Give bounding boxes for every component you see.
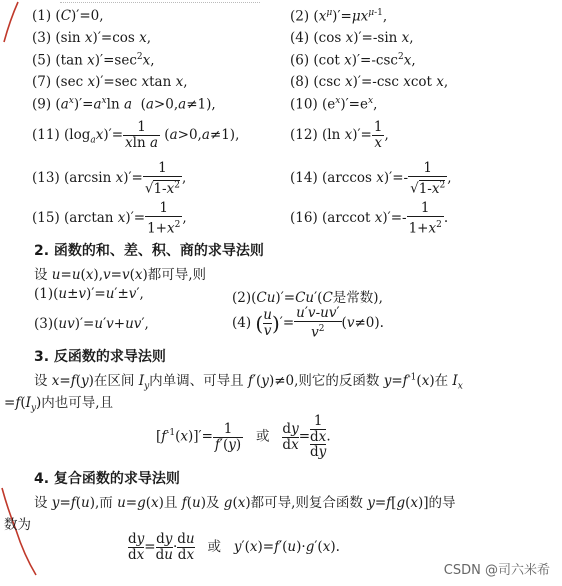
- formula-16: (16) (arccot x)′=- $\frac{1}{1+x^2}$ .: [290, 200, 449, 237]
- section4-line1: 设 y=f(u),而 u=g(x)且 f(u)及 g(x)都可导,则复合函数 y=f[g(x)]的导: [34, 495, 456, 511]
- formula-6: (6) (cot $x)'=-\csc^2x$,: [290, 52, 416, 69]
- rule-4: (4) ( $\frac{u}{v}$ )′= $\frac{u'v-uv'}{v^2}$ (v≠0).: [232, 305, 384, 341]
- formula-4: (4) (cos x)′=-sin x,: [290, 30, 414, 46]
- formula-3: (3) (sin x)′=cos x,: [32, 30, 152, 46]
- section2-intro: 设 u=u(x),v=v(x)都可导,则: [34, 267, 207, 283]
- section4-formula: $\frac{dy}{dx}$ = $\frac{dy}{du}$ · $\frac{du}{dx}$ 或 y′(x)=f′(u)·g′(x).: [128, 531, 340, 563]
- section3-line2: $=f(I_y)$内也可导,且: [4, 395, 114, 414]
- formula-11: (11) $(\log_ax)'=$ $\frac{1}{\text{xln a}}$ (a>0,a≠1),: [32, 119, 240, 151]
- formula-15: (15) (arctan x)′= $\frac{1}{1+x^2}$ ,: [32, 200, 187, 237]
- formula-10: (10) $(e^x)'=e^x$,: [290, 96, 378, 113]
- rule-2: (2)(Cu)′=Cu′(C是常数),: [232, 290, 383, 306]
- section4-heading: 4. 复合函数的求导法则: [34, 471, 180, 487]
- section4-line2: 数为: [4, 517, 31, 533]
- section2-heading: 2. 函数的和、差、积、商的求导法则: [34, 243, 264, 259]
- section3-heading: 3. 反函数的求导法则: [34, 349, 166, 365]
- top-cutoff: [60, 0, 260, 3]
- formula-5: (5) (tan $x)'=\sec^2x$,: [32, 52, 155, 69]
- section3-line1: 设 x=f(y)在区间 $I_y$内单调、可导且 f′(y)≠0,则它的反函数 $y=f^{-1}(x)$在 $I_x$: [34, 372, 463, 392]
- formula-2: (2) $(x^\mu)'=\mu x^{\mu-1}$,: [290, 8, 388, 25]
- formula-12: (12) (ln x)′= $\frac{1}{x}$ ,: [290, 119, 389, 151]
- csdn-watermark: CSDN @司六米希: [443, 563, 550, 578]
- formula-1: (1) (C)′=0,: [32, 8, 104, 24]
- rule-1: (1)(u±v)′=u′±v′,: [34, 286, 144, 302]
- formula-7: (7) (sec x)′=sec xtan x,: [32, 74, 188, 90]
- formula-8: (8) (csc x)′=-csc xcot x,: [290, 74, 449, 90]
- formula-14: (14) (arccos x)′=- $\frac{1}{√1-x^2}$ ,: [290, 160, 452, 197]
- rule-3: (3)(uv)′=u′v+uv′,: [34, 316, 149, 332]
- section3-formula: $[f^{-1}(x)]'=$ $\frac{1}{f'(y)}$ 或 $\frac{dy}{dx}$ = 1 $\frac{dx}{dy}$ .: [156, 413, 331, 460]
- formula-9: (9) $(a^x)'=a^x\ln$ a (a>0,a≠1),: [32, 96, 216, 113]
- formula-13: (13) (arcsin x)′= $\frac{1}{√1-x^2}$ ,: [32, 160, 187, 197]
